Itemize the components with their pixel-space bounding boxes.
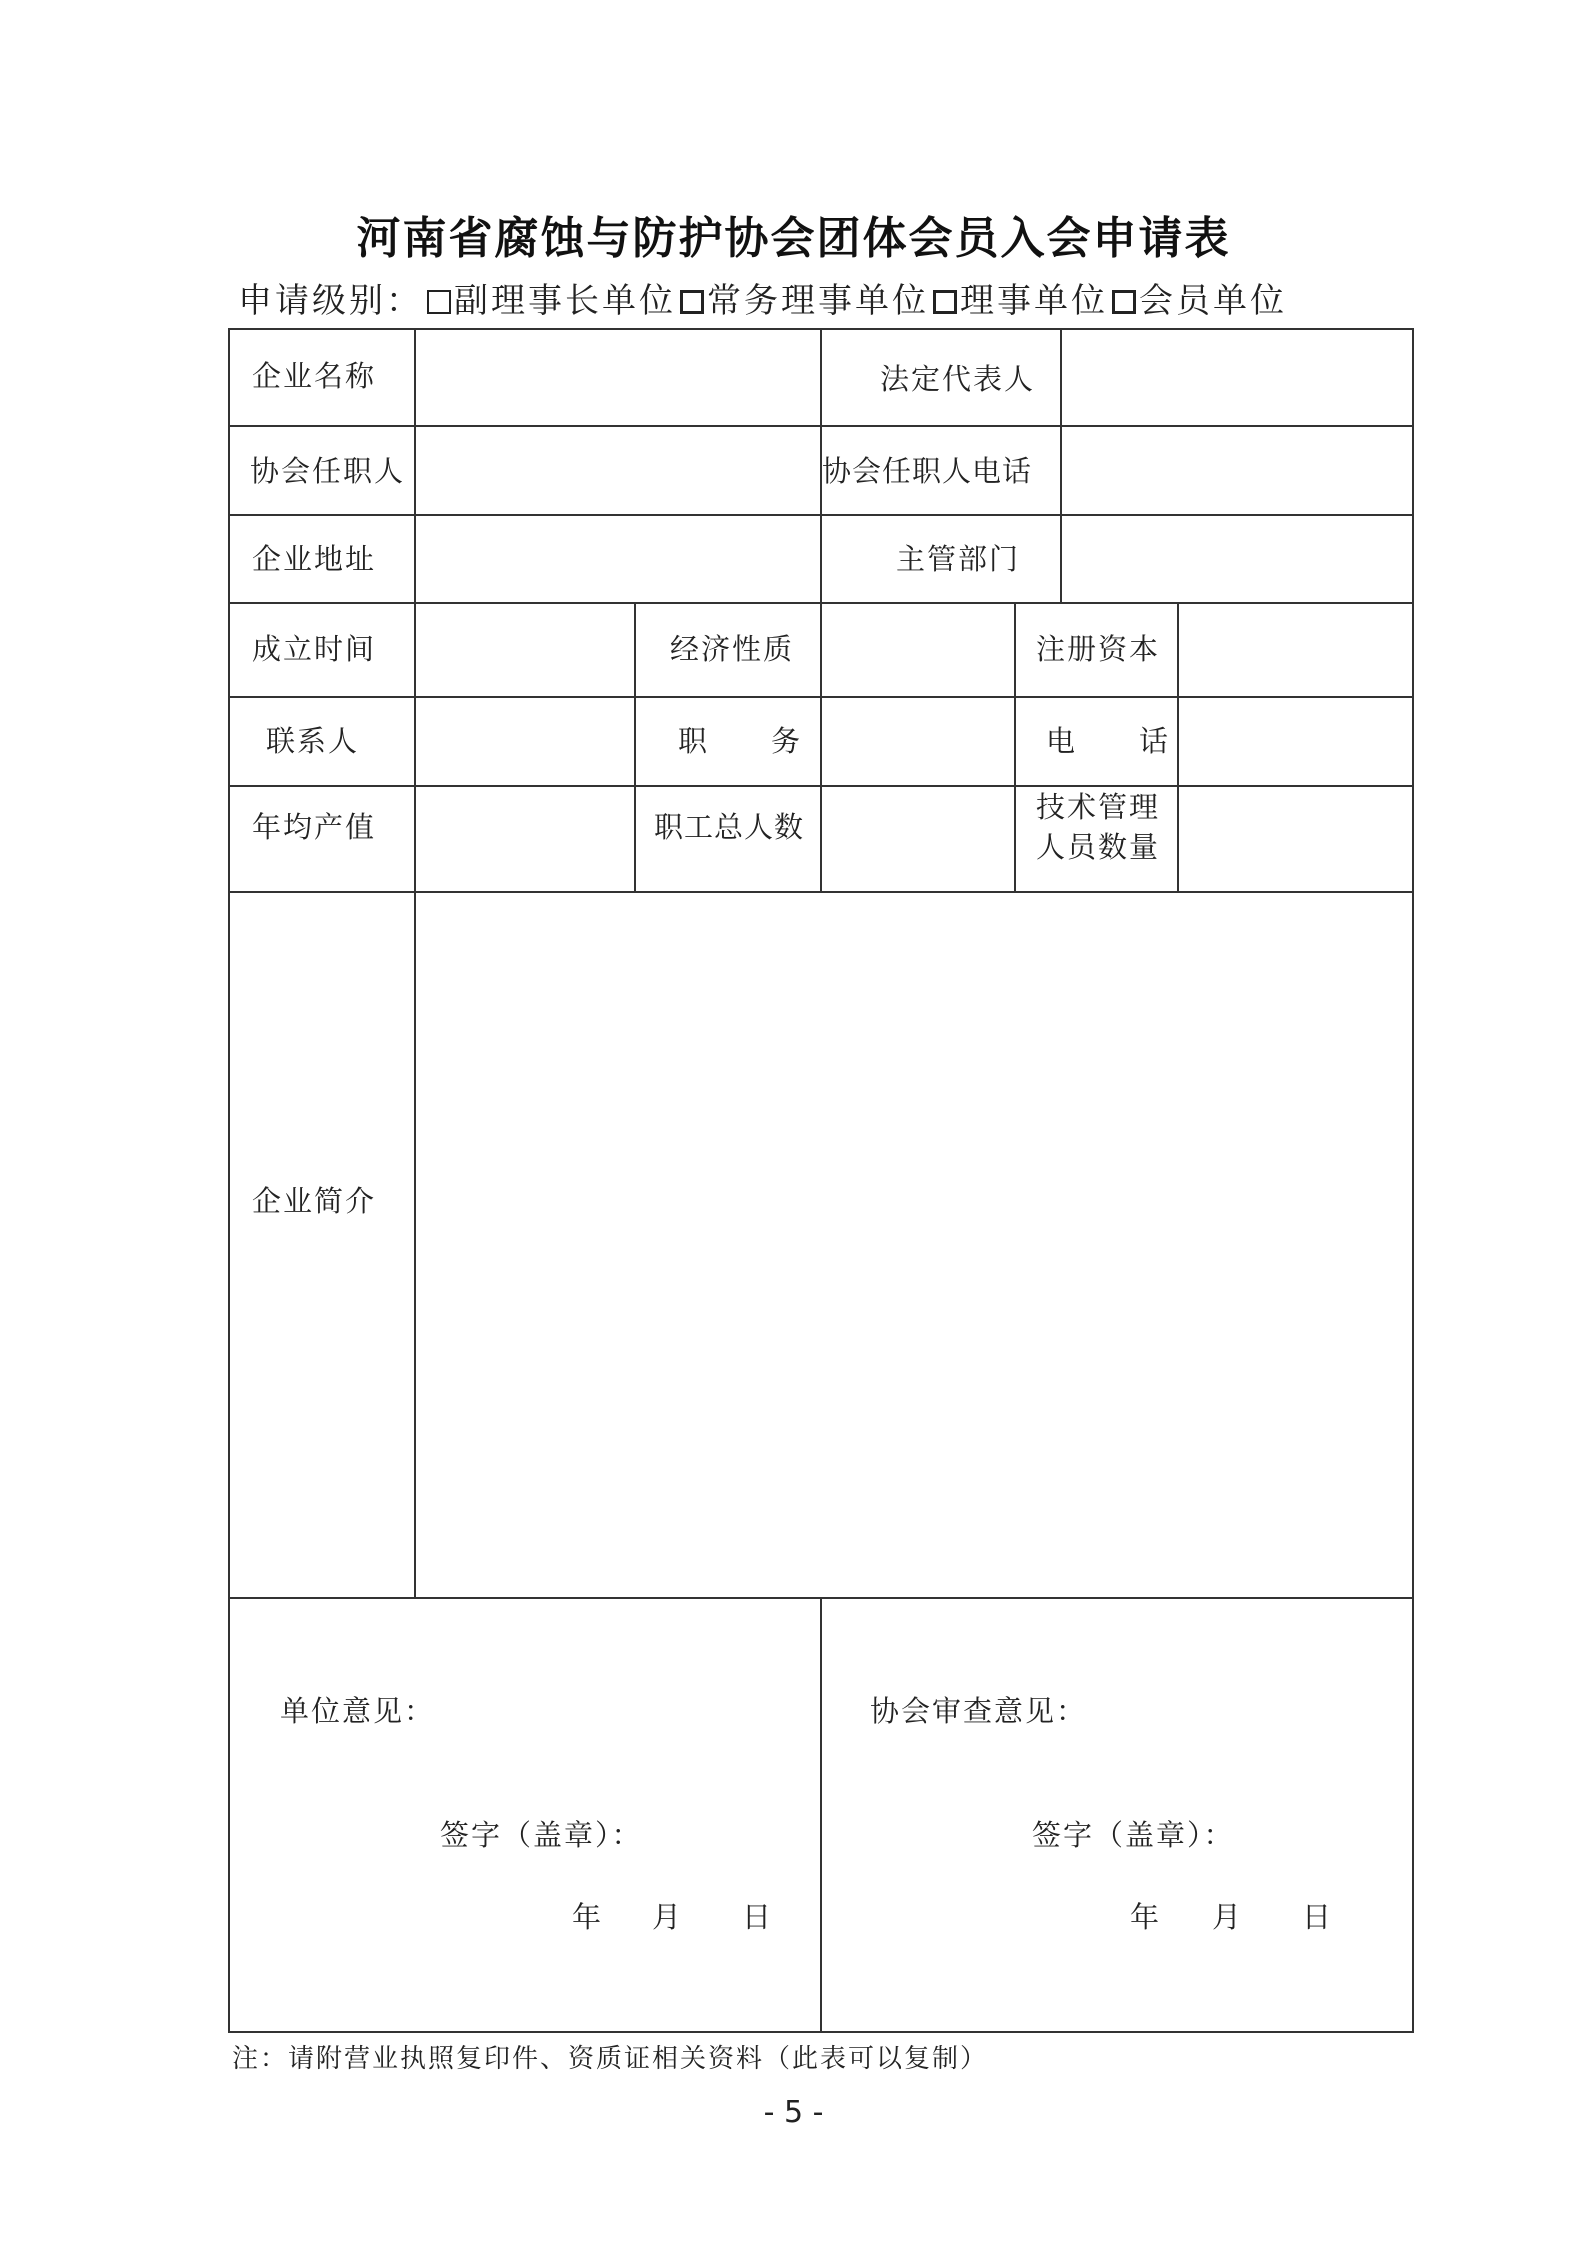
label-unit-signature: 签字（盖章）：: [440, 1818, 643, 1852]
footnote: 注：请附营业执照复印件、资质证相关资料（此表可以复制）: [232, 2044, 989, 2074]
field-position[interactable]: [822, 698, 1012, 784]
level-label: 申请级别：: [238, 281, 423, 321]
field-company-intro[interactable]: [416, 893, 1410, 1596]
label-founded: 成立时间: [252, 632, 377, 666]
level-option-standing-director: 常务理事单位: [707, 281, 929, 321]
application-level: [238, 273, 1287, 322]
field-tech-mgmt-count[interactable]: [1179, 787, 1410, 890]
label-registered-capital: 注册资本: [1036, 632, 1161, 666]
level-option-director: 理事单位: [960, 281, 1108, 321]
page-number: - 5 -: [763, 2095, 824, 2130]
label-phone: 电 话: [1046, 724, 1171, 758]
assoc-date-year: 年: [1130, 1900, 1162, 1934]
assoc-date-day: 日: [1302, 1900, 1334, 1934]
checkbox-standing-director[interactable]: [680, 290, 704, 314]
label-company-intro: 企业简介: [252, 1184, 377, 1218]
label-tech-mgmt-line1: 技术管理: [1036, 790, 1161, 824]
field-registered-capital[interactable]: [1179, 604, 1410, 695]
field-assoc-officer[interactable]: [416, 427, 818, 513]
label-total-staff: 职工总人数: [654, 810, 805, 844]
label-company-address: 企业地址: [252, 542, 377, 576]
unit-date-year: 年: [572, 1900, 604, 1934]
label-legal-rep: 法定代表人: [880, 362, 1036, 396]
label-tech-mgmt-line2: 人员数量: [1036, 830, 1161, 864]
field-supervising-dept[interactable]: [1062, 516, 1410, 601]
label-assoc-opinion: 协会审查意见：: [870, 1694, 1088, 1728]
label-annual-output: 年均产值: [252, 810, 377, 844]
label-position: 职 务: [678, 724, 803, 758]
unit-date-day: 日: [742, 1900, 774, 1934]
checkbox-member[interactable]: [1112, 290, 1136, 314]
label-assoc-signature: 签字（盖章）：: [1032, 1818, 1235, 1852]
field-founded[interactable]: [416, 604, 632, 695]
form-title: 河南省腐蚀与防护协会团体会员入会申请表: [356, 213, 1231, 264]
field-contact[interactable]: [416, 698, 632, 784]
label-unit-opinion: 单位意见：: [280, 1694, 436, 1728]
level-option-vice-chair: 副理事长单位: [454, 281, 676, 321]
label-contact: 联系人: [266, 724, 360, 758]
label-assoc-officer-phone: 协会任职人电话: [822, 454, 1033, 488]
unit-date-month: 月: [652, 1900, 684, 1934]
field-company-name[interactable]: [416, 330, 818, 424]
checkbox-vice-chair[interactable]: [427, 290, 451, 314]
field-company-address[interactable]: [416, 516, 818, 601]
level-option-member: 会员单位: [1139, 281, 1287, 321]
field-assoc-officer-phone[interactable]: [1062, 427, 1410, 513]
field-annual-output[interactable]: [416, 787, 632, 890]
label-supervising-dept: 主管部门: [896, 542, 1021, 576]
assoc-date-month: 月: [1212, 1900, 1244, 1934]
field-economic-nature[interactable]: [822, 604, 1012, 695]
field-phone[interactable]: [1179, 698, 1410, 784]
label-assoc-officer: 协会任职人: [250, 454, 406, 488]
checkbox-director[interactable]: [933, 290, 957, 314]
label-economic-nature: 经济性质: [670, 632, 795, 666]
label-company-name: 企业名称: [252, 359, 377, 393]
field-legal-rep[interactable]: [1062, 330, 1410, 424]
field-total-staff[interactable]: [822, 787, 1012, 890]
